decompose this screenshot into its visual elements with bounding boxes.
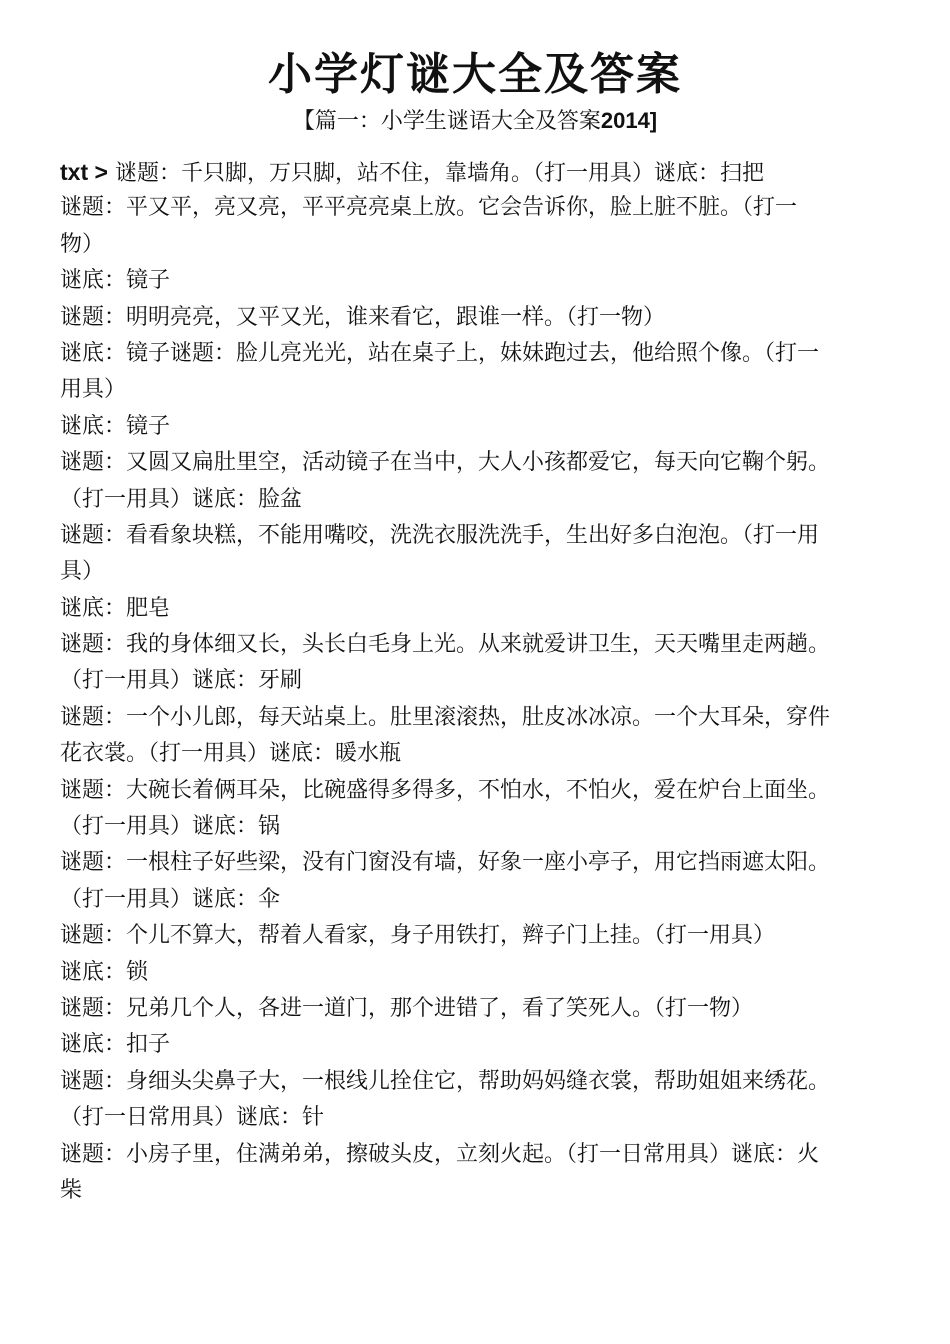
subtitle-suffix: 2014]	[600, 108, 658, 133]
text-line: 具）	[60, 559, 105, 585]
text-line: 谜底：镜子谜题：脸儿亮光光，站在桌子上，妹妹跑过去，他给照个像。（打一	[60, 340, 820, 366]
text-line: 谜题：我的身体细又长，头长白毛身上光。从来就爱讲卫生，天天嘴里走两趟。	[60, 632, 831, 658]
page-title: 小学灯谜大全及答案	[268, 49, 682, 100]
text-line: 谜题：大碗长着俩耳朵，比碗盛得多得多，不怕水，不怕火，爱在炉台上面坐。	[60, 777, 831, 803]
text-line: 谜底：扣子	[60, 1032, 171, 1058]
text-line: 花衣裳。（打一用具）谜底：暖水瓶	[60, 741, 402, 767]
text-line: 柴	[60, 1177, 83, 1203]
text-line: 物）	[60, 231, 105, 257]
text-line: 谜题：一个小儿郎，每天站桌上。肚里滚滚热，肚皮冰冰凉。一个大耳朵，穿件	[60, 704, 831, 730]
text-line: 谜题：兄弟几个人，各进一道门，那个进错了，看了笑死人。（打一物）	[60, 995, 754, 1021]
text-line: 谜题：个儿不算大，帮着人看家，身子用铁打，辫子门上挂。（打一用具）	[60, 923, 776, 949]
text-line: 谜题：平又平，亮又亮，平平亮亮桌上放。它会告诉你，脸上脏不脏。（打一	[60, 195, 798, 221]
text-line: 谜题：看看象块糕，不能用嘴咬，洗洗衣服洗洗手，生出好多白泡泡。（打一用	[60, 522, 820, 548]
text-line: （打一用具）谜底：锅	[60, 814, 281, 840]
text-line: 谜题：又圆又扁肚里空，活动镜子在当中，大人小孩都爱它，每天向它鞠个躬。	[60, 450, 831, 476]
text-line: （打一用具）谜底：伞	[60, 886, 281, 912]
text-line: 谜题：小房子里，住满弟弟，擦破头皮，立刻火起。（打一日常用具）谜底：火	[60, 1141, 820, 1167]
txt-tag: txt >	[60, 159, 108, 185]
text-line: （打一用具）谜底：牙刷	[60, 668, 303, 694]
text-line: 谜底：锁	[60, 959, 149, 985]
text-line: 谜题：明明亮亮，又平又光，谁来看它，跟谁一样。（打一物）	[60, 304, 666, 330]
text-line: 谜底：肥皂	[60, 595, 171, 621]
text-line: 谜底：镜子	[60, 268, 171, 294]
text-line: （打一用具）谜底：脸盆	[60, 486, 303, 512]
page-subtitle	[0, 104, 950, 135]
text-line: 用具）	[60, 377, 127, 403]
text-line-first	[60, 154, 895, 190]
text-line: （打一日常用具）谜底：针	[60, 1105, 325, 1131]
text-line: 谜题：一根柱子好些梁，没有门窗没有墙，好象一座小亭子，用它挡雨遮太阳。	[60, 850, 831, 876]
riddle-text-body	[60, 154, 895, 1209]
text-line-first-content: 谜题：千只脚，万只脚，站不住，靠墙角。（打一用具）谜底：扫把	[114, 161, 764, 186]
text-line: 谜底：镜子	[60, 413, 171, 439]
subtitle-prefix: 【篇一：小学生谜语大全及答案	[292, 109, 601, 134]
text-line: 谜题：身细头尖鼻子大，一根线儿拴住它，帮助妈妈缝衣裳，帮助姐姐来绣花。	[60, 1068, 831, 1094]
